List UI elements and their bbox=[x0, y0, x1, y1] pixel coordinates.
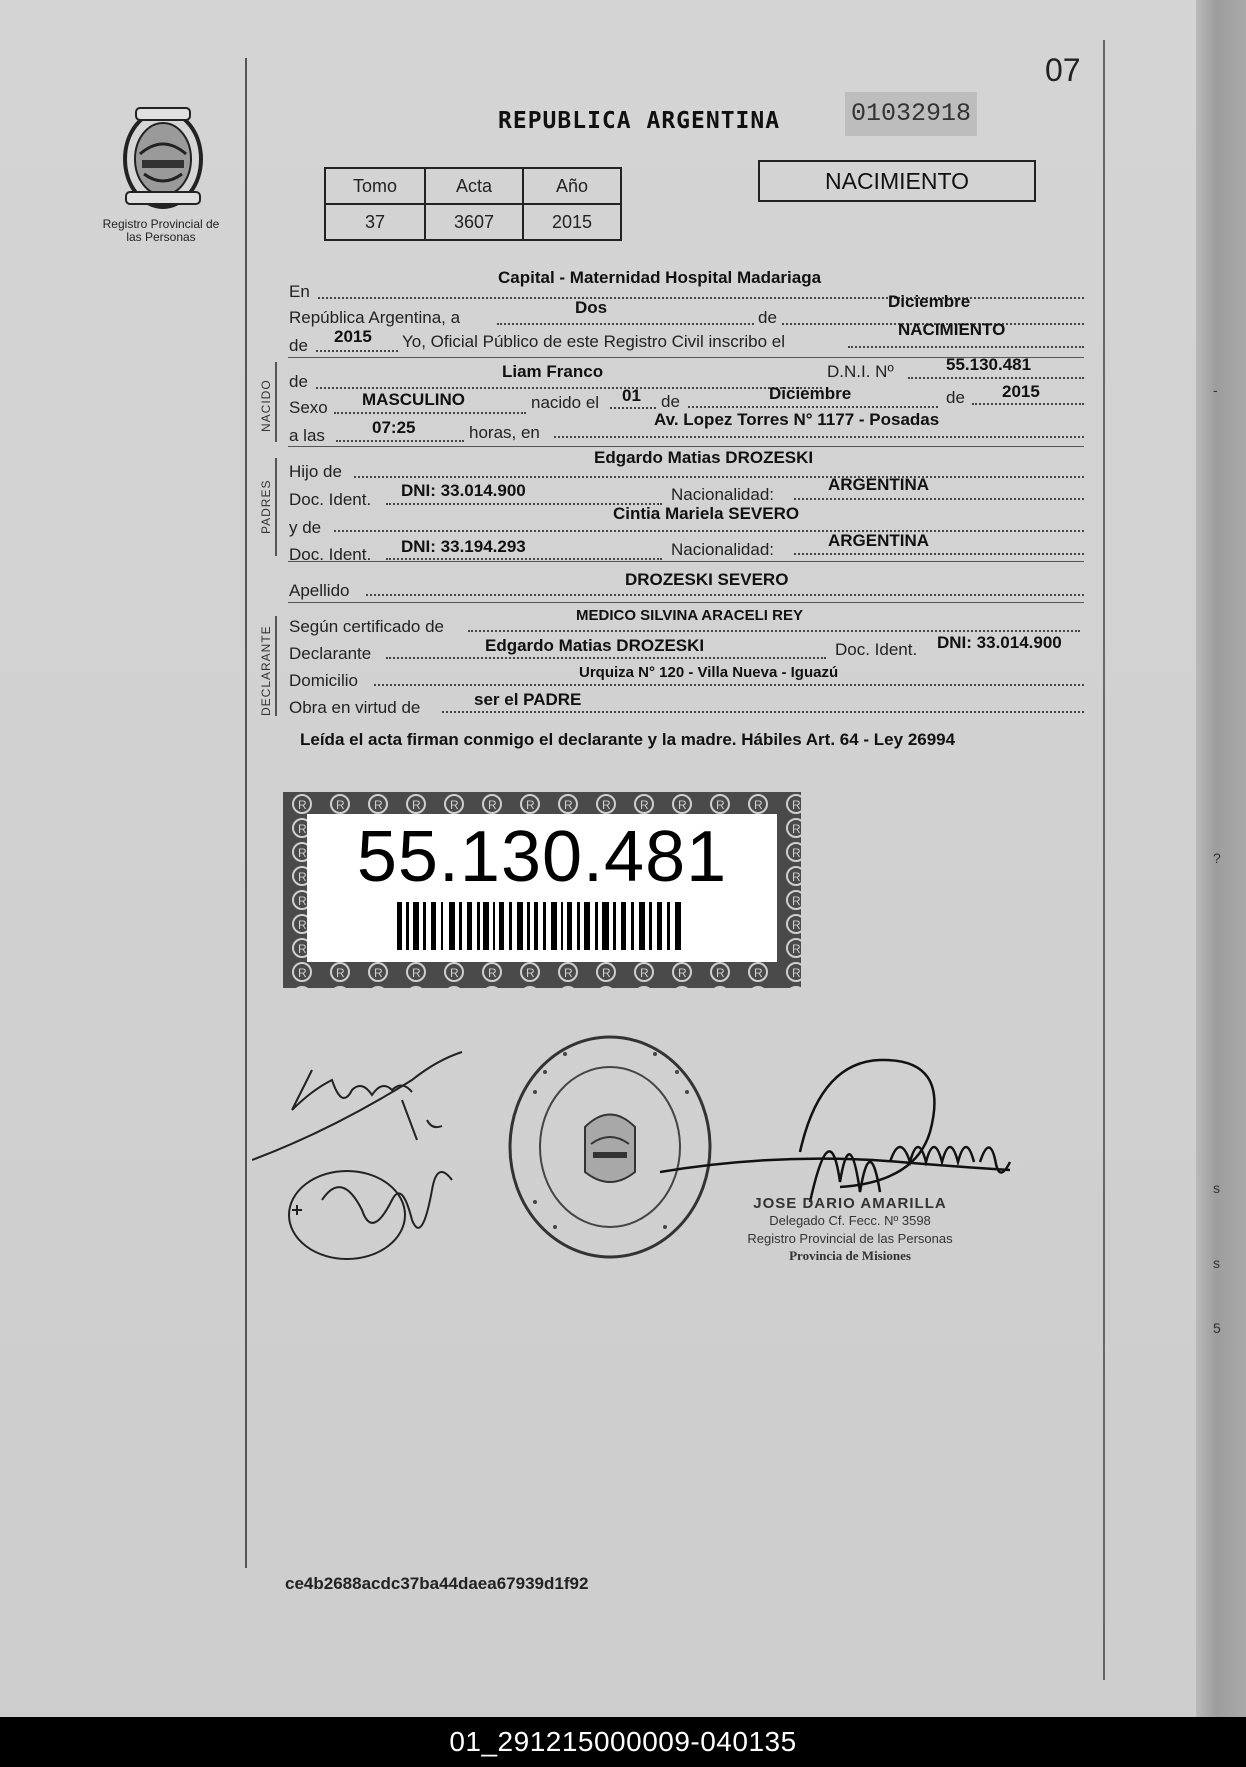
label-nacionalidad-padre: Nacionalidad: bbox=[671, 485, 775, 504]
value-anio: 2015 bbox=[523, 204, 621, 240]
label-sexo: Sexo bbox=[289, 398, 328, 417]
document-hash: ce4b2688acdc37ba44daea67939d1f92 bbox=[285, 1574, 589, 1593]
label-doc-ident-madre: Doc. Ident. bbox=[289, 545, 372, 564]
side-label-declarante: DECLARANTE bbox=[259, 625, 273, 716]
right-margin-line bbox=[1103, 40, 1105, 1680]
dotted-line bbox=[972, 403, 1084, 405]
section-divider bbox=[288, 446, 1084, 447]
record-type-box: NACIMIENTO bbox=[758, 160, 1036, 202]
label-doc-ident-padre: Doc. Ident. bbox=[289, 490, 372, 509]
label-yo-oficial: Yo, Oficial Público de este Registro Civil inscribo el bbox=[402, 332, 785, 351]
section-bracket bbox=[275, 616, 277, 716]
side-label-padres: PADRES bbox=[259, 479, 273, 534]
field-madre: Cintia Mariela SEVERO bbox=[613, 504, 800, 523]
label-hijo-de: Hijo de bbox=[289, 462, 342, 481]
field-declarante-doc: DNI: 33.014.900 bbox=[937, 633, 1062, 652]
section-divider bbox=[288, 561, 1084, 562]
field-nombre: Liam Franco bbox=[502, 362, 604, 381]
field-madre-doc: DNI: 33.194.293 bbox=[401, 537, 526, 556]
section-bracket bbox=[275, 458, 277, 556]
misiones-coat-of-arms-logo bbox=[118, 104, 208, 214]
dotted-line bbox=[374, 684, 1084, 686]
field-padre: Edgardo Matias DROZESKI bbox=[594, 448, 814, 467]
header-anio: Año bbox=[523, 168, 621, 204]
field-mes-nac: Diciembre bbox=[769, 384, 852, 403]
legal-note: Leída el acta firman conmigo el declarante y la madre. Hábiles Art. 64 - Ley 26994 bbox=[300, 730, 956, 749]
field-dia-nac: 01 bbox=[622, 386, 641, 405]
label-de: de bbox=[758, 308, 777, 327]
dni-sticker bbox=[283, 792, 801, 988]
barcode bbox=[397, 902, 687, 950]
dotted-line bbox=[794, 498, 1084, 500]
dotted-line bbox=[610, 407, 656, 409]
dotted-line bbox=[848, 346, 1084, 348]
value-tomo: 37 bbox=[325, 204, 425, 240]
dotted-line bbox=[497, 323, 754, 325]
field-hora: 07:25 bbox=[372, 418, 416, 437]
dotted-line bbox=[688, 406, 938, 408]
page-number: 07 bbox=[1045, 52, 1081, 88]
official-stamp bbox=[700, 1195, 1000, 1264]
field-sexo: MASCULINO bbox=[362, 390, 465, 409]
field-mes-inscripcion: Diciembre bbox=[888, 292, 971, 311]
field-lugar: Capital - Maternidad Hospital Madariaga bbox=[498, 268, 822, 287]
field-madre-nac: ARGENTINA bbox=[828, 531, 930, 550]
label-domicilio: Domicilio bbox=[289, 671, 358, 690]
field-dia-inscripcion: Dos bbox=[575, 298, 608, 317]
value-acta: 3607 bbox=[425, 204, 523, 240]
sticker-dni-number: 55.130.481 bbox=[356, 817, 728, 897]
label-nacionalidad-madre: Nacionalidad: bbox=[671, 540, 775, 559]
dotted-line bbox=[554, 436, 1084, 438]
dotted-line bbox=[336, 440, 464, 442]
label-de-mes: de bbox=[661, 392, 680, 411]
label-republica: República Argentina, a bbox=[289, 308, 461, 327]
dotted-line bbox=[908, 377, 1084, 379]
field-domicilio: Urquiza N° 120 - Villa Nueva - Iguazú bbox=[579, 664, 839, 681]
label-nacido-el: nacido el bbox=[531, 393, 600, 412]
field-apellido: DROZESKI SEVERO bbox=[625, 570, 789, 589]
official-org: Registro Provincial de las Personas bbox=[747, 1231, 953, 1246]
dotted-line bbox=[354, 476, 1084, 478]
document-title: REPUBLICA ARGENTINA bbox=[498, 108, 781, 134]
label-y-de: y de bbox=[289, 518, 322, 537]
dotted-line bbox=[316, 350, 398, 352]
dotted-line bbox=[366, 594, 1084, 596]
label-apellido: Apellido bbox=[289, 581, 350, 600]
official-name: JOSE DARIO AMARILLA bbox=[753, 1195, 947, 1212]
label-obra-virtud: Obra en virtud de bbox=[289, 698, 421, 717]
field-anio-inscripcion: 2015 bbox=[334, 327, 372, 346]
field-dni: 55.130.481 bbox=[946, 355, 1032, 374]
section-bracket bbox=[275, 362, 277, 442]
logo-caption: Registro Provincial de las Personas bbox=[102, 217, 220, 244]
field-tipo-inscripcion: NACIMIENTO bbox=[898, 320, 1006, 339]
tomo-acta-anio-table bbox=[324, 167, 622, 241]
field-declarante: Edgardo Matias DROZESKI bbox=[485, 636, 705, 655]
header-tomo: Tomo bbox=[325, 168, 425, 204]
dotted-line bbox=[442, 711, 1084, 713]
label-doc-ident-declarante: Doc. Ident. bbox=[835, 640, 918, 659]
serial-number: 01032918 bbox=[845, 92, 977, 136]
official-province: Provincia de Misiones bbox=[789, 1248, 911, 1263]
field-lugar-nac: Av. Lopez Torres N° 1177 - Posadas bbox=[654, 410, 940, 429]
label-a-las: a las bbox=[289, 426, 325, 445]
dotted-line bbox=[334, 412, 526, 414]
field-anio-nac: 2015 bbox=[1002, 382, 1040, 401]
dotted-line bbox=[386, 657, 826, 659]
dotted-line bbox=[468, 630, 1080, 632]
sticker-label bbox=[307, 814, 777, 962]
dotted-line bbox=[386, 558, 662, 560]
label-dni: D.N.I. Nº bbox=[827, 362, 894, 381]
dotted-line bbox=[316, 387, 822, 389]
field-obra-virtud: ser el PADRE bbox=[474, 690, 582, 709]
dotted-line bbox=[334, 530, 1084, 532]
dotted-line bbox=[794, 553, 1084, 555]
label-en: En bbox=[289, 282, 310, 301]
field-padre-nac: ARGENTINA bbox=[828, 475, 930, 494]
label-de-anio: de bbox=[946, 388, 965, 407]
footer-code: 01_291215000009-040135 bbox=[0, 1717, 1246, 1767]
margin-line bbox=[245, 58, 247, 1568]
field-padre-doc: DNI: 33.014.900 bbox=[401, 481, 526, 500]
section-divider bbox=[288, 602, 1084, 603]
declarant-signature bbox=[252, 1050, 482, 1270]
label-de-name: de bbox=[289, 372, 308, 391]
label-segun-cert: Según certificado de bbox=[289, 617, 444, 636]
side-label-nacido: NACIDO bbox=[259, 379, 273, 432]
header-acta: Acta bbox=[425, 168, 523, 204]
field-certificado: MEDICO SILVINA ARACELI REY bbox=[576, 607, 803, 624]
label-declarante: Declarante bbox=[289, 644, 372, 663]
label-horas-en: horas, en bbox=[469, 423, 540, 442]
official-role: Delegado Cf. Fecc. Nº 3598 bbox=[769, 1213, 931, 1228]
label-de-year: de bbox=[289, 336, 308, 355]
